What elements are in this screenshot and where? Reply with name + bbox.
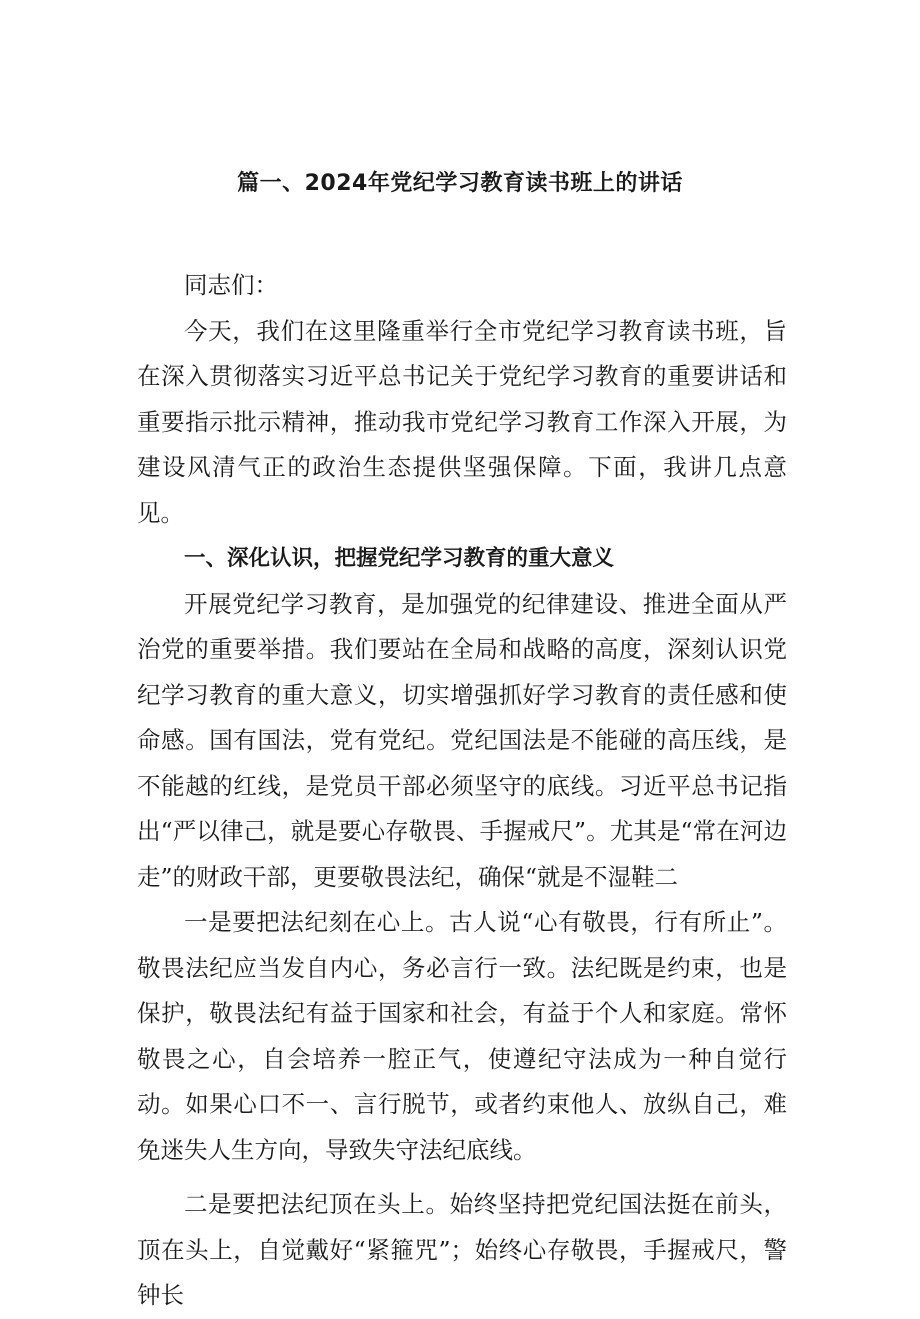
section-paragraph-2: 一是要把法纪刻在心上。古人说“心有敬畏，行有所止”。敬畏法纪应当发自内心，务必言行一致。法纪既是约束，也是保护，敬畏法纪有益于国家和社会，有益于个人和家庭。常怀敬畏之心，自会培养一腔正气，使遵纪守法成为一种自觉行动。如果心口不一、言行脱节，或者约束他人、放纵自己，难免迷失人生方向，导致失守法纪底线。: [137, 908, 787, 1164]
intro-paragraph: 今天，我们在这里隆重举行全市党纪学习教育读书班，旨在深入贯彻落实习近平总书记关于党纪学习教育的重要讲话和重要指示批示精神，推动我市党纪学习教育工作深入开展，为建设风清气正的政治生态提供坚强保障。下面，我讲几点意见。: [137, 316, 787, 527]
document-body: [137, 263, 787, 1319]
salutation: 同志们：: [184, 271, 278, 299]
section-paragraph-3: 二是要把法纪顶在头上。始终坚持把党纪国法挺在前头，顶在头上，自觉戴好“紧箍咒”；始终心存敬畏，手握戒尺，警钟长: [137, 1190, 787, 1309]
document-title: 篇一、2024年党纪学习教育读书班上的讲话: [237, 171, 683, 196]
section-heading: 一、深化认识，把握党纪学习教育的重大意义: [184, 546, 615, 571]
section-paragraph-1: 开展党纪学习教育，是加强党的纪律建设、推进全面从严治党的重要举措。我们要站在全局和战略的高度，深刻认识党纪学习教育的重大意义，切实增强抓好学习教育的责任感和使命感。国有国法，党有党纪。党纪国法是不能碰的高压线，是不能越的红线，是党员干部必须坚守的底线。习近平总书记指出“严以律己，就是要心存敬畏、手握戒尺”。尤其是“常在河边走”的财政干部，更要敬畏法纪，确保“就是不湿鞋二: [137, 589, 787, 891]
